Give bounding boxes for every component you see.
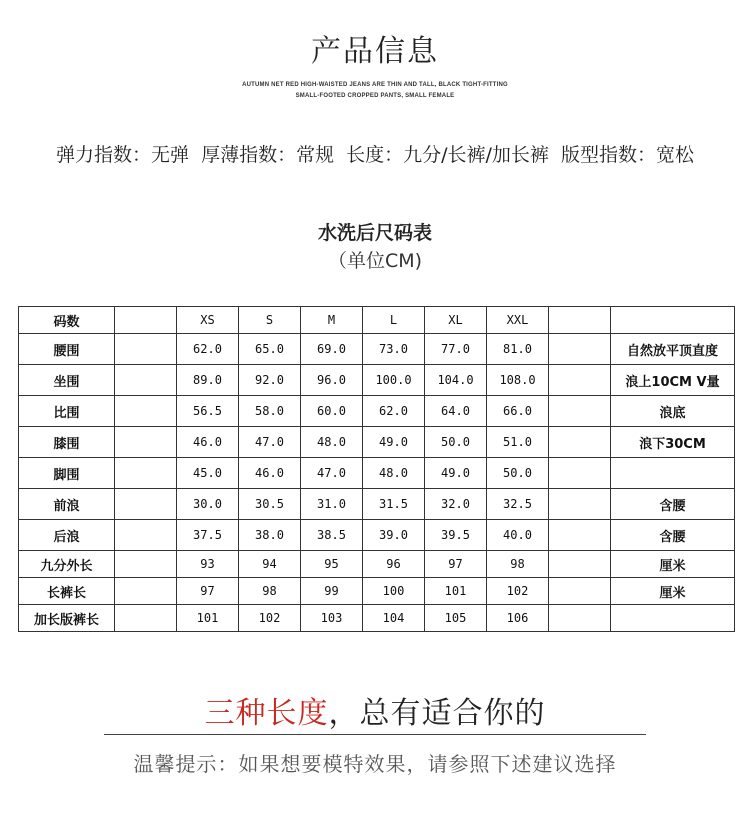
value-cell: 48.0 xyxy=(363,458,425,489)
header-size-cell: S xyxy=(239,307,301,334)
value-cell: 108.0 xyxy=(487,365,549,396)
value-cell: 56.5 xyxy=(177,396,239,427)
value-cell: 49.0 xyxy=(425,458,487,489)
header-label-cell: 码数 xyxy=(19,307,115,334)
empty-cell xyxy=(115,489,177,520)
subtitle-line: SMALL-FOOTED CROPPED PANTS, SMALL FEMALE xyxy=(295,93,455,99)
value-cell: 31.5 xyxy=(363,489,425,520)
value-cell: 105 xyxy=(425,605,487,632)
value-cell: 32.0 xyxy=(425,489,487,520)
value-cell: 102 xyxy=(239,605,301,632)
promo-highlight: 三种长度 xyxy=(204,696,329,731)
table-row xyxy=(19,605,735,632)
value-cell: 38.5 xyxy=(301,520,363,551)
header-size-cell: XS xyxy=(177,307,239,334)
header-size-cell xyxy=(549,307,611,334)
value-cell: 103 xyxy=(301,605,363,632)
value-cell: 49.0 xyxy=(363,427,425,458)
header-size-cell xyxy=(115,307,177,334)
note-cell xyxy=(611,458,735,489)
value-cell: 96.0 xyxy=(301,365,363,396)
value-cell: 95 xyxy=(301,551,363,578)
page-title: 产品信息 xyxy=(311,34,439,69)
note-cell: 厘米 xyxy=(611,578,735,605)
empty-cell xyxy=(549,605,611,632)
value-cell: 97 xyxy=(177,578,239,605)
empty-cell xyxy=(115,365,177,396)
table-row xyxy=(19,396,735,427)
spec-fit: 版型指数：宽松 xyxy=(560,144,694,166)
value-cell: 98 xyxy=(239,578,301,605)
value-cell: 100.0 xyxy=(363,365,425,396)
empty-cell xyxy=(115,427,177,458)
value-cell: 69.0 xyxy=(301,334,363,365)
table-row xyxy=(19,551,735,578)
table-row xyxy=(19,458,735,489)
promo-banner xyxy=(0,688,750,732)
value-cell: 73.0 xyxy=(363,334,425,365)
value-cell: 104 xyxy=(363,605,425,632)
value-cell: 64.0 xyxy=(425,396,487,427)
empty-cell xyxy=(115,520,177,551)
value-cell: 99 xyxy=(301,578,363,605)
header-size-cell: XL xyxy=(425,307,487,334)
empty-cell xyxy=(115,396,177,427)
value-cell: 66.0 xyxy=(487,396,549,427)
value-cell: 81.0 xyxy=(487,334,549,365)
value-cell: 39.5 xyxy=(425,520,487,551)
table-row xyxy=(19,365,735,396)
row-label-cell: 脚围 xyxy=(19,458,115,489)
note-cell: 厘米 xyxy=(611,551,735,578)
value-cell: 60.0 xyxy=(301,396,363,427)
promo-text: ，总有适合你的 xyxy=(328,696,546,731)
empty-cell xyxy=(115,551,177,578)
empty-cell xyxy=(115,578,177,605)
table-row xyxy=(19,489,735,520)
value-cell: 65.0 xyxy=(239,334,301,365)
value-cell: 97 xyxy=(425,551,487,578)
value-cell: 30.0 xyxy=(177,489,239,520)
note-cell: 含腰 xyxy=(611,489,735,520)
size-table-title: 水洗后尺码表 xyxy=(317,222,432,244)
header-size-cell xyxy=(611,307,735,334)
row-label-cell: 比围 xyxy=(19,396,115,427)
value-cell: 30.5 xyxy=(239,489,301,520)
english-subtitle xyxy=(0,80,750,102)
value-cell: 37.5 xyxy=(177,520,239,551)
row-label-cell: 前浪 xyxy=(19,489,115,520)
empty-cell xyxy=(115,605,177,632)
divider xyxy=(104,734,646,735)
row-label-cell: 加长版裤长 xyxy=(19,605,115,632)
value-cell: 77.0 xyxy=(425,334,487,365)
table-row xyxy=(19,520,735,551)
spec-elasticity: 弹力指数：无弹 xyxy=(56,144,190,166)
table-row xyxy=(19,427,735,458)
value-cell: 62.0 xyxy=(177,334,239,365)
empty-cell xyxy=(115,334,177,365)
row-label-cell: 坐围 xyxy=(19,365,115,396)
value-cell: 58.0 xyxy=(239,396,301,427)
value-cell: 93 xyxy=(177,551,239,578)
empty-cell xyxy=(549,365,611,396)
value-cell: 45.0 xyxy=(177,458,239,489)
empty-cell xyxy=(549,489,611,520)
value-cell: 104.0 xyxy=(425,365,487,396)
spec-line xyxy=(0,140,750,167)
value-cell: 101 xyxy=(425,578,487,605)
size-table xyxy=(18,306,735,632)
table-row xyxy=(19,334,735,365)
value-cell: 51.0 xyxy=(487,427,549,458)
header-size-cell: M xyxy=(301,307,363,334)
empty-cell xyxy=(549,396,611,427)
value-cell: 101 xyxy=(177,605,239,632)
subtitle-line: AUTUMN NET RED HIGH-WAISTED JEANS ARE THIN AND TALL, BLACK TIGHT-FITTING xyxy=(242,82,508,88)
empty-cell xyxy=(549,458,611,489)
value-cell: 47.0 xyxy=(301,458,363,489)
value-cell: 32.5 xyxy=(487,489,549,520)
value-cell: 100 xyxy=(363,578,425,605)
note-cell: 浪上10CM V量 xyxy=(611,365,735,396)
spec-thickness: 厚薄指数：常规 xyxy=(201,144,335,166)
empty-cell xyxy=(549,334,611,365)
row-label-cell: 膝围 xyxy=(19,427,115,458)
value-cell: 40.0 xyxy=(487,520,549,551)
header-size-cell: XXL xyxy=(487,307,549,334)
value-cell: 62.0 xyxy=(363,396,425,427)
empty-cell xyxy=(549,551,611,578)
value-cell: 89.0 xyxy=(177,365,239,396)
note-cell: 浪底 xyxy=(611,396,735,427)
row-label-cell: 九分外长 xyxy=(19,551,115,578)
value-cell: 106 xyxy=(487,605,549,632)
size-table-header-row xyxy=(19,307,735,334)
note-cell: 含腰 xyxy=(611,520,735,551)
value-cell: 46.0 xyxy=(239,458,301,489)
spec-length: 长度：九分/长裤/加长裤 xyxy=(346,144,549,166)
note-cell: 浪下30CM xyxy=(611,427,735,458)
table-row xyxy=(19,578,735,605)
empty-cell xyxy=(549,427,611,458)
header-size-cell: L xyxy=(363,307,425,334)
value-cell: 47.0 xyxy=(239,427,301,458)
size-table-unit: （单位CM) xyxy=(327,250,423,272)
value-cell: 98 xyxy=(487,551,549,578)
row-label-cell: 后浪 xyxy=(19,520,115,551)
empty-cell xyxy=(115,458,177,489)
value-cell: 50.0 xyxy=(487,458,549,489)
value-cell: 46.0 xyxy=(177,427,239,458)
value-cell: 96 xyxy=(363,551,425,578)
value-cell: 92.0 xyxy=(239,365,301,396)
row-label-cell: 长裤长 xyxy=(19,578,115,605)
value-cell: 38.0 xyxy=(239,520,301,551)
note-cell xyxy=(611,605,735,632)
value-cell: 31.0 xyxy=(301,489,363,520)
note-cell: 自然放平顶直度 xyxy=(611,334,735,365)
value-cell: 48.0 xyxy=(301,427,363,458)
row-label-cell: 腰围 xyxy=(19,334,115,365)
empty-cell xyxy=(549,520,611,551)
value-cell: 39.0 xyxy=(363,520,425,551)
value-cell: 50.0 xyxy=(425,427,487,458)
value-cell: 102 xyxy=(487,578,549,605)
value-cell: 94 xyxy=(239,551,301,578)
tip-text: 温馨提示：如果想要模特效果，请参照下述建议选择 xyxy=(133,752,617,776)
empty-cell xyxy=(549,578,611,605)
